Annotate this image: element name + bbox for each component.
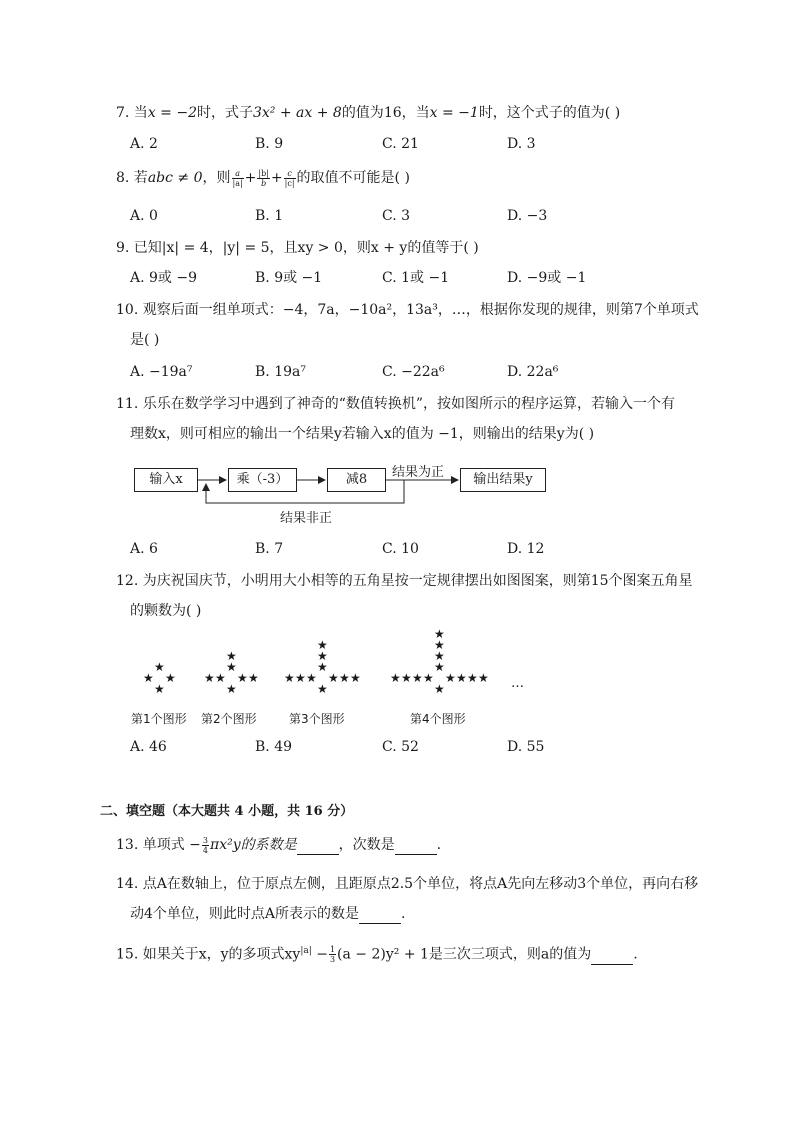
q15-text: −: [311, 946, 328, 963]
q8-stem: [116, 168, 410, 188]
q13-text: .: [436, 837, 442, 853]
star-figure-2: ★: [226, 649, 237, 663]
q7-value: 16: [383, 105, 402, 121]
figure-caption-3: 第3个图形: [289, 712, 345, 726]
plus-sign: +: [270, 170, 283, 186]
q9-stem: 9. 已知|x| = 4，|y| = 5，且xy > 0，则x + y的值等于( ): [116, 240, 479, 256]
star-figure-2: ★: [248, 671, 259, 685]
q7-text: 7. 当: [116, 105, 148, 121]
q8-option-d: D. −3: [507, 208, 548, 224]
q11-option-a: A. 6: [130, 541, 158, 557]
star-figure-3: ★: [317, 660, 328, 674]
star-figure-1: ★: [143, 671, 154, 685]
q8-option-b: B. 1: [255, 208, 284, 224]
q9-option-d: D. −9或 −1: [507, 270, 587, 286]
ellipsis: …: [511, 676, 524, 691]
q14-stem-line2: [130, 904, 405, 924]
figure-caption-2: 第2个图形: [201, 712, 257, 726]
q14-blank[interactable]: [359, 909, 401, 924]
q8-fraction-1: $\frac{a}{|a|}$: [232, 168, 243, 188]
q7-option-c: C. 21: [382, 136, 419, 152]
star-figure-2: ★: [226, 682, 237, 696]
q15-exponent: |a|: [300, 946, 312, 956]
star-figure-4: ★: [456, 671, 467, 685]
q8-math: abc ≠ 0: [147, 170, 203, 186]
q9-option-b: B. 9或 −1: [255, 270, 323, 286]
q8-text: 的取值不可能是( ): [296, 170, 410, 186]
q15-text: 15. 如果关于x，y的多项式xy: [116, 946, 301, 963]
star-figure-3: ★: [306, 671, 317, 685]
q10-option-a: A. −19a⁷: [130, 364, 193, 380]
q8-text: 8. 若: [116, 170, 148, 186]
q14-text: 动4个单位，则此时点A所表示的数是: [130, 906, 360, 922]
star-figure-2: ★: [215, 671, 226, 685]
q12-stem-line2: 的颗数为( ): [130, 603, 202, 619]
q13-blank-degree[interactable]: [395, 840, 437, 855]
star-figure-4: ★: [445, 671, 456, 685]
q8-option-c: C. 3: [382, 208, 411, 224]
flow-output-box: [460, 468, 546, 492]
q7-text: 的值为: [341, 105, 384, 121]
q10-option-b: B. 19a⁷: [255, 364, 306, 380]
q12-stem-line1: 12. 为庆祝国庆节，小明用大小相等的五角星按一定规律摆出如图图案，则第15个图案五角星: [116, 573, 693, 589]
q12-option-b: B. 49: [255, 739, 293, 755]
flow-positive-label: 结果为正: [392, 465, 445, 480]
star-figure-1: ★: [165, 671, 176, 685]
star-figure-4: ★: [467, 671, 478, 685]
q7-math: 3x² + ax + 8: [252, 105, 342, 121]
star-figure-4: ★: [412, 671, 423, 685]
q7-stem: [116, 103, 620, 123]
star-figure-2: ★: [237, 671, 248, 685]
star-figure-4: ★: [390, 671, 401, 685]
q14-stem-line1: 14. 点A在数轴上，位于原点左侧，且距原点2.5个单位，将点A先向左移动3个单位，再向右移: [116, 876, 699, 892]
q11-option-b: B. 7: [255, 541, 284, 557]
figure-caption-1: 第1个图形: [131, 712, 187, 726]
q10-stem-line1: 10. 观察后面一组单项式：−4，7a，−10a²，13a³，…，根据你发现的规律，则第7个单项式: [116, 302, 699, 318]
q7-option-d: D. 3: [507, 136, 536, 152]
q11-stem-line1: 11. 乐乐在数学学习中遇到了神奇的“数值转换机”，按如图所示的程序运算，若输入一个有: [116, 396, 676, 412]
flow-multiply-label: 乘（-3）: [236, 472, 289, 487]
q7-math: x = −1: [429, 105, 479, 121]
star-figure-4: ★: [423, 671, 434, 685]
flow-nonpositive-label: 结果非正: [280, 511, 333, 526]
q13-fraction: $\frac{3}{4}$: [202, 835, 208, 855]
q12-option-a: A. 46: [130, 739, 167, 755]
star-figure-3: ★: [350, 671, 361, 685]
star-figure-4: ★: [434, 627, 445, 641]
star-figure-3: ★: [328, 671, 339, 685]
star-figure-3: ★: [339, 671, 350, 685]
q15-text: (a − 2)y² + 1是三次三项式，则a的值为: [337, 946, 592, 963]
star-figure-3: ★: [295, 671, 306, 685]
q13-text: πx²y的系数是: [210, 837, 297, 853]
star-figure-3: ★: [317, 682, 328, 696]
star-figure-3: ★: [317, 638, 328, 652]
q7-option-a: A. 2: [130, 136, 158, 152]
star-figure-2: ★: [204, 671, 215, 685]
q10-option-c: C. −22a⁶: [382, 364, 445, 380]
q12-option-d: D. 55: [507, 739, 545, 755]
q11-option-d: D. 12: [507, 541, 545, 557]
star-figure-4: ★: [434, 638, 445, 652]
star-figure-2: ★: [226, 660, 237, 674]
q13-blank-coefficient[interactable]: [297, 840, 339, 855]
q9-option-c: C. 1或 −1: [382, 270, 450, 286]
q7-math: x = −2: [147, 105, 197, 121]
q12-option-c: C. 52: [382, 739, 419, 755]
star-figure-1: ★: [154, 660, 165, 674]
q15-blank[interactable]: [591, 950, 633, 965]
q10-stem-line2: 是( ): [130, 332, 160, 348]
flow-multiply-box: [228, 468, 297, 492]
star-figure-4: ★: [401, 671, 412, 685]
q7-text: ，当: [401, 105, 430, 121]
q7-option-b: B. 9: [255, 136, 284, 152]
q15-text: .: [633, 946, 638, 963]
flow-input-box: [134, 468, 198, 492]
q8-fraction-3: $\frac{c}{|c|}$: [284, 168, 295, 188]
star-figure-4: ★: [434, 660, 445, 674]
flow-input-label: 输入x: [149, 472, 183, 487]
q11-option-c: C. 10: [382, 541, 419, 557]
q7-text: 时，式子: [196, 105, 253, 121]
star-figure-3: ★: [284, 671, 295, 685]
star-figure-4: ★: [434, 649, 445, 663]
q13-text: ，次数是: [338, 837, 395, 853]
figure-caption-4: 第4个图形: [410, 712, 466, 726]
q10-option-d: D. 22a⁶: [507, 364, 559, 380]
flow-subtract-box: [327, 468, 386, 492]
plus-sign: +: [244, 170, 257, 186]
star-figure-4: ★: [478, 671, 489, 685]
flow-subtract-label: 减8: [345, 472, 368, 487]
flow-output-label: 输出结果y: [473, 472, 533, 487]
q8-text: ，则: [202, 170, 231, 186]
q13-text: 13. 单项式 −: [116, 837, 201, 853]
q9-option-a: A. 9或 −9: [130, 270, 198, 286]
q8-fraction-2: $\frac{|b|}{b}$: [258, 168, 269, 188]
q14-text: .: [401, 906, 406, 922]
section-heading-fill-in: 二、填空题（本大题共 4 小题，共 16 分）: [100, 804, 354, 819]
q7-text: 时，这个式子的值为( ): [478, 105, 621, 121]
q15-stem: [116, 941, 638, 965]
star-figure-1: ★: [154, 682, 165, 696]
q13-stem: [116, 835, 441, 855]
star-figure-3: ★: [317, 649, 328, 663]
star-figure-4: ★: [434, 682, 445, 696]
q15-fraction: $\frac{1}{3}$: [329, 945, 336, 965]
q8-option-a: A. 0: [130, 208, 158, 224]
q11-stem-line2: 理数x，则可相应的输出一个结果y若输入x的值为 −1，则输出的结果y为( ): [130, 426, 595, 442]
